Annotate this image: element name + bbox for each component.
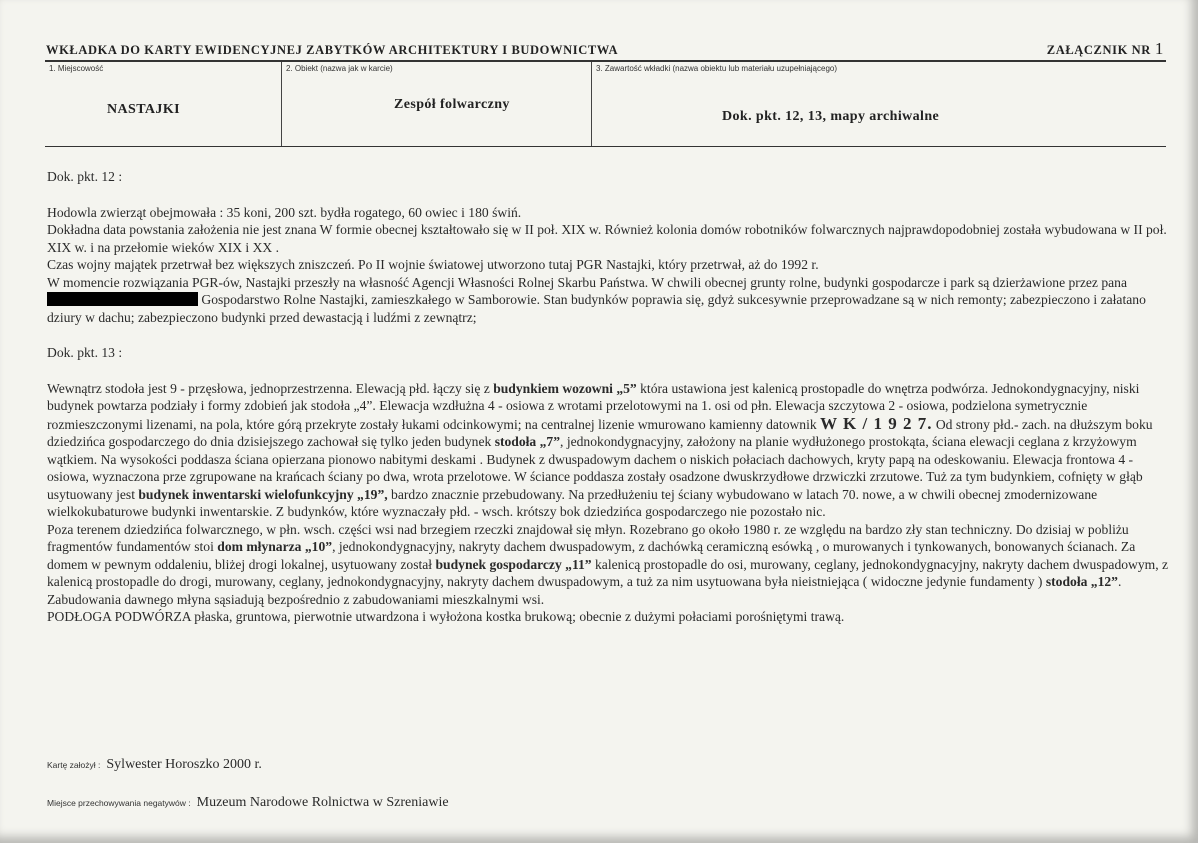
text-run: bardzo znacznie przebudowany. Na przedłużeniu tej ściany wybudowano w latach 70. nowe, a w chwili obecnej zmodernizowane wielkokubaturowe budynki inwentarskie. Z budynków, które wyznaczały płd. - wsch. krótszy bok dziedzińca gospodarczego nie pozostało nic.: [47, 486, 1098, 519]
storage-label: Miejsce przechowywania negatywów :: [47, 798, 191, 808]
field-locality-value: NASTAJKI: [107, 102, 180, 117]
text-run: która ustawiona jest kalenicą prostopadle do wnętrza podwórza. Jednokondygnacyjny, niski budynek powtarza podziały i formy zdobień jak stodoła „4”. Elewacja wzdłużna 4 - osiowa z wrotami przelotowymi na 1. osi od płn. Elewacja szczytowa 2 - osiowa, podzielona symetrycznie rozmieszczonymi lizenami, na pola, które górą przekryte zostały łukami odcinkowymi; na centralnej lizenie wmurowano kamienny datownik: [47, 380, 1140, 432]
section13-paragraph-3: PODŁOGA PODWÓRZA płaska, gruntowa, pierwotnie utwardzona i wyłożona kostka brukową; obecnie z dużymi połaciami porośniętymi trawą.: [47, 609, 845, 624]
section12-p4-part-b: Gospodarstwo Rolne Nastajki, zamieszkałego w Samborowie. Stan budynków poprawia się, gdyż sukcesywnie przeprowadzane są w nich remonty; zabezpieczono i załatano dziury w dachu; zabezpieczono budynki przed dewastacją i ludźmi z zewnątrz;: [47, 292, 1146, 325]
section12-heading: Dok. pkt. 12 :: [47, 169, 123, 184]
author-label: Kartę założył :: [47, 760, 101, 770]
card-title: WKŁADKA DO KARTY EWIDENCYJNEJ ZABYTKÓW ARCHITEKTURY I BUDOWNICTWA: [46, 43, 619, 57]
section13-paragraph-2: [47, 521, 1172, 609]
text-run: Od strony płd.- zach. na dłuższym boku dziedzińca gospodarczego do dnia dzisiejszego zachował się tylko jeden budynek: [47, 416, 1153, 449]
redaction-bar: [47, 292, 198, 306]
header-fields-table: [45, 62, 1166, 147]
field-contents-value: Dok. pkt. 12, 13, mapy archiwalne: [722, 109, 940, 124]
field-contents: [591, 62, 1167, 146]
text-run: Poza terenem dziedzińca folwarcznego, w płn. wsch. części wsi nad brzegiem rzeczki znajdował się młyn. Rozebrano go około 1980 r. ze względu na bardzo zły stan techniczny. Do dzisiaj w pobliżu fragmentów fundamentów stoi: [47, 521, 1129, 554]
author-line: [47, 757, 262, 773]
card-header: [46, 39, 1166, 61]
bold-run: stodoła „12”: [1045, 574, 1118, 589]
author-value: Sylwester Horoszko 2000 r.: [106, 757, 262, 772]
field-object-label: 2. Obiekt (nazwa jak w karcie): [286, 64, 393, 73]
section12-paragraph-4: [47, 274, 1172, 327]
bold-run: stodoła „7”: [494, 434, 561, 449]
storage-line: [47, 795, 449, 811]
document-body: [47, 168, 1172, 626]
bold-run: budynek gospodarczy „11”: [435, 556, 592, 572]
section13-paragraph-1: [47, 380, 1172, 521]
section12-p4-part-a: W momencie rozwiązania PGR-ów, Nastajki przeszły na własność Agencji Własności Rolnej Skarbu Państwa. W chwili obecnej grunty rolne, budynki gospodarcze i park są dzierżawione przez pana: [47, 274, 1127, 290]
field-object: [281, 62, 592, 146]
storage-value: Muzeum Narodowe Rolnictwa w Szreniawie: [196, 795, 449, 810]
date-stone-inscription: W K / 1 9 2 7.: [820, 413, 933, 433]
annex-number: 1: [1154, 39, 1164, 58]
field-locality-label: 1. Miejscowość: [49, 64, 104, 73]
section12-paragraph-1: Hodowla zwierząt obejmowała : 35 koni, 200 szt. bydła rogatego, 60 owiec i 180 świń.: [47, 204, 522, 220]
field-object-value: Zespół folwarczny: [394, 97, 510, 112]
bold-run: budynek inwentarski wielofunkcyjny „19”,: [138, 486, 388, 502]
field-contents-label: 3. Zawartość wkładki (nazwa obiektu lub materiału uzupełniającego): [596, 64, 838, 73]
bold-run: budynkiem wozowni „5”: [493, 380, 637, 396]
field-locality: [45, 62, 281, 146]
text-run: , jednokondygnacyjny, założony na planie wydłużonego prostokąta, ściana elewacji ceglana z krzyżowym wątkiem. Na wysokości poddasza ściana opierzana pionowo nabitymi deskami . Budynek z dwuspadowym dachem o niskich połaciach dachowych, kryty papą na odeskowaniu. Elewacja frontowa 4 - osiowa, wyznaczona prze zgrupowane na krańcach ściany po dwa, wrota przelotowe. W ściance poddasza zostały osadzone dwuskrzydłowe drzwiczki zrzutowe. Tuż za tym budynkiem, cofnięty w głąb usytuowany jest: [47, 434, 1143, 502]
section12-paragraph-3: Czas wojny majątek przetrwał bez większych zniszczeń. Po II wojnie światowej utworzono tutaj PGR Nastajki, który przetrwał, aż do 1992 r.: [47, 257, 819, 272]
text-run: , jednokondygnacyjny, nakryty dachem dwuspadowym, z dachówką ceramiczną esówką , o murowanych i tynkowanych, bonowanych ścianach. Za domem w pewnym oddaleniu, bliżej drogi lokalnej, usytuowany został: [47, 539, 1136, 572]
text-run: Wewnątrz stodoła jest 9 - przęsłowa, jednoprzestrzenna. Elewacją płd. łączy się z: [47, 380, 494, 396]
annex-label: ZAŁĄCZNIK NR: [1046, 43, 1151, 57]
text-run: kalenicą prostopadle do osi, murowany, ceglany, jednokondygnacyjny, nakryty dachem dwuspadowym, z kalenicą prostopadle do drogi, murowany, ceglany, jednokondygnacyjny, nakryty dachem dwuspadowym, a tuż za nim usytuowana była nieistniejąca ( widoczne jedynie fundamenty ): [47, 556, 1169, 589]
section13-heading: Dok. pkt. 13 :: [47, 345, 123, 360]
section12-paragraph-2: Dokładna data powstania założenia nie jest znana W formie obecnej kształtowało się w II poł. XIX w. Również kolonia domów robotników folwarcznych najprawdopodobniej została wybudowana w II poł. XIX w. i na przełomie wieków XIX i XX .: [47, 222, 1167, 255]
annex-label-group: [1047, 39, 1164, 59]
text-run: . Zabudowania dawnego młyna sąsiadują bezpośrednio z zabudowaniami mieszkalnymi wsi.: [47, 574, 1122, 607]
bold-run: dom młynarza „10”: [217, 539, 333, 554]
